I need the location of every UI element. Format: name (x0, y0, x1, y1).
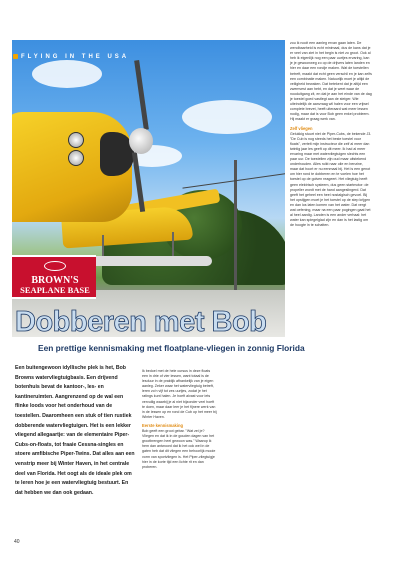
sign-line-1: BROWN'S (31, 275, 79, 286)
body-subheading: Zelf vliegen (290, 125, 313, 131)
body-column-middle (142, 369, 217, 470)
cloud (182, 100, 272, 134)
propeller-hub (129, 128, 153, 154)
sign-logo (44, 261, 66, 271)
page-number: 40 (14, 539, 20, 545)
body-paragraph: Bob geeft een groot gebar. "Wat zei je? Vliegen en dat ik in de gouden dagen van het grootbrengen heel gewoon was." Waarop ik hem dan antwoord dat ik het ook wel in de gaten heb dat dit vliegen een behoorlijk mooie vorm van sportvliegen is. Het Piper-vliegtuigje hier in de korte tijd een lichte rit en dan proberen. (142, 429, 216, 469)
article-title: Dobberen met Bob (15, 306, 267, 338)
body-paragraph: zou ik nooit een aanleg ervan gaan laten. De wendbaarheid is echt minimaal, dus de kans dat je er veel van ziet in het begin is niet zo groot. Ook al heb ik eigenlijk nog een paar uurtjes ervaring, kan je je gewoonweg zo op de drijvers laten landen en hier en daar een rondje maken. Wat de toestellen betreft, maakt dat echt geen verschil en je kan zelfs een combinatie maken. Natuurlijk moet je altijd de veiligheid bewaken. Dat betekent dat je altijd een zwemvest aan hebt, en dat je weet waar de nooduitgang zit, en dat je aan het einde van de dag je toestel goed vastlegt aan de steiger. Wie uiteindelijk de aanvraag wil halen voor een vrijwel complete brevet, heeft uiteraard wat meer lessen nodig, maar dat is voor Bob geen enkel probleem. Hij maakt er graag werk van. (290, 41, 372, 122)
float-strut (172, 232, 174, 258)
sign-line-2: SEAPLANE BASE (20, 285, 90, 295)
cloud (32, 60, 102, 88)
landing-light (68, 132, 84, 148)
article-subtitle: Een prettige kennismaking met floatplane-vliegen in zonnig Florida (38, 343, 305, 353)
propeller-blade (134, 60, 149, 130)
header-bullet (13, 54, 18, 59)
body-paragraph: Ik bedoel met de hele cursus in deze floats een in drie of vier lessen, want totaal is de lesduur in de praktijk afhankelijk van je eigen aanleg. Zeker waar het watervliegtuig betreft, leren zo'n vijf tot zes uurtjes, zodat je het ratings kunt halen. Je hoeft alvast voor iets vervuilig waarbij je al niet bijzonder veel hoeft te doen, maar daar leer je het fijnere werk van in de lessen op en rond de Cub op het meer bij Winter Haven. (142, 369, 217, 419)
article-intro: Een buitengewoon idyllische plek is het, Bob Browns watervliegtuigbasis. Een drijvend botenhuis bevat de kantoor-, les- en kantineruimten. Aangrenzend op de wal een flinke loods voor het onderhoud van de toestellen. Daaromheen een stuk of tien rustiek dobberende watervliegtuigen. Het is een lekker vliegend allegaartje: van de elementaire Piper-Cubs-on-floats, tot fraaie Cessna-singles en stoere amfibische Piper-Twins. Dat alles aan een venstrip meer bij Winter Haven, in het centrale deel van Florida. Het oogt als de ideale plek om te leren hoe je een watervliegtuig bestuurt. En dat hebben we dan ook gedaan. (15, 365, 135, 496)
landing-light (68, 150, 84, 166)
section-header: FLYING IN THE USA (21, 54, 130, 60)
body-column-right (290, 41, 372, 228)
body-subheading: Eerste kennismaking (142, 422, 183, 428)
body-paragraph: Gelukkig stuurt niet de Piper-Cubs, de bekende J3. "De Cub is nog steeds het beste toestel voor floats", vertelt mijn instructeur die zelf al meer dan twintig jaar les geeft op dit meer. Ik had al meer ervaring maar met watervliegtuigen slechts een paar uur. De toestellen zijn oud maar uitstekend onderhouden. Alles ruikt naar olie en benzine, maar dat hoort er nu eenmaal bij. Het is een genot om hier rond te dobberen en te voelen hoe het toestel op de golven reageert. Het vliegtuig heeft geen elektrisch systeem, dus geen startmotor: de propeller wordt met de hand aangeslingerd. Dat geeft het geheel een heel nostalgisch gevoel. Bij het opstijgen moet je het toestel op de step krijgen en dan los laten komen van het water. Dat vergt wat oefening, maar na een paar pogingen gaat het al heel aardig. Landen is een ander verhaal: het water kan spiegelglad zijn en dan is het lastig om de hoogte in te schatten. (290, 131, 372, 228)
sign-text (17, 275, 93, 295)
